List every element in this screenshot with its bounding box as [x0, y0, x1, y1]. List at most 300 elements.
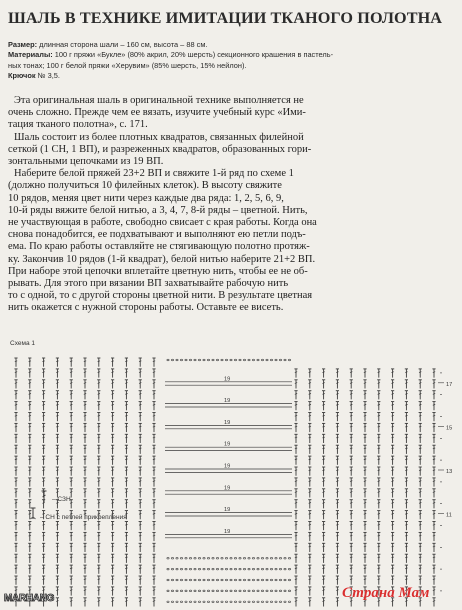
- double-crochet-symbol: [336, 380, 339, 389]
- double-crochet-symbol: [419, 576, 422, 585]
- double-crochet-symbol: [97, 456, 100, 465]
- double-crochet-symbol: [125, 565, 128, 574]
- double-crochet-symbol: [111, 434, 114, 443]
- chain-stitch-symbol: [248, 590, 250, 592]
- chain-stitch-symbol: [225, 590, 227, 592]
- double-crochet-symbol: [432, 511, 435, 520]
- chain-stitch-symbol: [185, 579, 187, 581]
- double-crochet-symbol: [322, 598, 325, 607]
- double-crochet-symbol: [322, 402, 325, 411]
- double-crochet-symbol: [125, 456, 128, 465]
- double-crochet-symbol: [70, 456, 73, 465]
- double-crochet-symbol: [28, 391, 31, 400]
- double-crochet-symbol: [294, 522, 297, 531]
- chain-stitch-symbol: [198, 601, 200, 603]
- double-crochet-symbol: [432, 532, 435, 541]
- chain-stitch-symbol: [212, 579, 214, 581]
- double-crochet-symbol: [97, 576, 100, 585]
- double-crochet-symbol: [405, 565, 408, 574]
- double-crochet-symbol: [336, 511, 339, 520]
- double-crochet-symbol: [42, 445, 45, 454]
- chain-stitch-symbol: [230, 557, 232, 559]
- double-crochet-symbol: [97, 598, 100, 607]
- double-crochet-symbol: [56, 543, 59, 552]
- chain-stitch-symbol: [270, 590, 272, 592]
- chain-stitch-symbol: [275, 601, 277, 603]
- double-crochet-symbol: [405, 543, 408, 552]
- double-crochet-symbol: [432, 543, 435, 552]
- double-crochet-symbol: [139, 478, 142, 487]
- chain-stitch-symbol: [266, 601, 268, 603]
- double-crochet-symbol: [70, 467, 73, 476]
- chain-stitch-symbol: [189, 359, 191, 361]
- double-crochet-symbol: [56, 391, 59, 400]
- double-crochet-symbol: [14, 467, 17, 476]
- chain-stitch-symbol: [230, 579, 232, 581]
- chain-stitch-symbol: [266, 557, 268, 559]
- chain-stitch-symbol: [252, 601, 254, 603]
- double-crochet-symbol: [14, 478, 17, 487]
- chain-stitch-symbol: [176, 590, 178, 592]
- double-crochet-symbol: [377, 500, 380, 509]
- double-crochet-symbol: [70, 565, 73, 574]
- double-crochet-symbol: [308, 467, 311, 476]
- double-crochet-symbol: [377, 478, 380, 487]
- double-crochet-symbol: [111, 456, 114, 465]
- chain-stitch-symbol: [275, 557, 277, 559]
- double-crochet-symbol: [83, 434, 86, 443]
- double-crochet-symbol: [70, 543, 73, 552]
- chain-stitch-symbol: [207, 557, 209, 559]
- double-crochet-symbol: [405, 380, 408, 389]
- double-crochet-symbol: [111, 598, 114, 607]
- chain-stitch-symbol: [239, 359, 241, 361]
- double-crochet-symbol: [405, 500, 408, 509]
- double-crochet-symbol: [336, 402, 339, 411]
- chain-stitch-symbol: [203, 557, 205, 559]
- row-number: [438, 513, 452, 519]
- chain-stitch-symbol: [270, 601, 272, 603]
- double-crochet-symbol: [350, 532, 353, 541]
- chain-stitch-symbol: [189, 568, 191, 570]
- hook-text: № 3,5.: [35, 71, 60, 81]
- chain-row: [165, 420, 292, 429]
- anchored-double-crochet-symbol-icon: [31, 508, 36, 519]
- double-crochet-symbol: [322, 511, 325, 520]
- double-crochet-symbol: [294, 467, 297, 476]
- double-crochet-symbol: [152, 467, 155, 476]
- double-crochet-symbol: [350, 543, 353, 552]
- double-crochet-symbol: [97, 423, 100, 432]
- materials-text-2: ных тонах; 100 г белой пряжи «Херувим» (85% шерсть, 15% нейлон).: [8, 60, 247, 70]
- double-crochet-symbol: [432, 456, 435, 465]
- chain-stitch-symbol: [189, 590, 191, 592]
- double-crochet-symbol: [111, 380, 114, 389]
- double-crochet-symbol: [14, 565, 17, 574]
- double-crochet-symbol: [56, 434, 59, 443]
- double-crochet-symbol: [42, 358, 45, 367]
- chain-count-label: 19: [224, 419, 231, 426]
- chain-row: [165, 529, 292, 538]
- double-crochet-symbol: [377, 434, 380, 443]
- double-crochet-symbol: [405, 576, 408, 585]
- double-crochet-symbol: [139, 532, 142, 541]
- double-crochet-symbol: [322, 587, 325, 596]
- double-crochet-symbol: [28, 522, 31, 531]
- double-crochet-symbol: [294, 576, 297, 585]
- chain-stitch-symbol: [207, 590, 209, 592]
- double-crochet-symbol: [391, 423, 394, 432]
- chain-stitch-symbol: [288, 601, 290, 603]
- double-crochet-symbol: [152, 543, 155, 552]
- double-crochet-symbol: [28, 380, 31, 389]
- double-crochet-symbol: [377, 402, 380, 411]
- double-crochet-symbol: [336, 391, 339, 400]
- double-crochet-symbol: [363, 391, 366, 400]
- double-crochet-symbol: [14, 532, 17, 541]
- double-crochet-symbol: [336, 445, 339, 454]
- double-crochet-symbol: [83, 467, 86, 476]
- double-crochet-symbol: [14, 434, 17, 443]
- chain-row: [165, 398, 292, 407]
- double-crochet-symbol: [97, 489, 100, 498]
- double-crochet-symbol: [83, 391, 86, 400]
- double-crochet-symbol: [97, 500, 100, 509]
- chain-stitch-symbol: [185, 590, 187, 592]
- chain-stitch-symbol: [216, 557, 218, 559]
- body-line: нить окажется с нужной стороны работы. Оставьте ее висеть.: [8, 302, 284, 314]
- double-crochet-symbol: [336, 467, 339, 476]
- chain-stitch-symbol: [270, 359, 272, 361]
- double-crochet-symbol: [405, 522, 408, 531]
- double-crochet-symbol: [111, 467, 114, 476]
- double-crochet-symbol: [350, 522, 353, 531]
- chain-stitch-symbol: [288, 579, 290, 581]
- chain-stitch-symbol: [225, 557, 227, 559]
- chain-count-label: 19: [224, 507, 231, 514]
- double-crochet-symbol: [350, 369, 353, 378]
- double-crochet-symbol: [294, 598, 297, 607]
- chain-stitch-symbol: [252, 568, 254, 570]
- chain-stitch-symbol: [270, 579, 272, 581]
- double-crochet-symbol: [377, 391, 380, 400]
- double-crochet-symbol: [152, 565, 155, 574]
- double-crochet-symbol: [308, 598, 311, 607]
- double-crochet-symbol: [419, 500, 422, 509]
- chain-stitch-symbol: [230, 359, 232, 361]
- double-crochet-symbol: [405, 467, 408, 476]
- double-crochet-symbol: [294, 500, 297, 509]
- double-crochet-symbol: [405, 445, 408, 454]
- double-crochet-symbol: [377, 413, 380, 422]
- chain-stitch-symbol: [279, 568, 281, 570]
- chain-stitch-symbol: [198, 359, 200, 361]
- chain-stitch-symbol: [257, 590, 259, 592]
- double-crochet-symbol: [391, 532, 394, 541]
- double-crochet-symbol: [125, 489, 128, 498]
- chain-stitch-symbol: [221, 579, 223, 581]
- chain-stitch-symbol: [270, 557, 272, 559]
- chain-stitch-symbol: [167, 590, 169, 592]
- double-crochet-symbol: [308, 543, 311, 552]
- body-line: ку. Закончив 10 рядов (1-й квадрат), белой нитью наберите 21+2 ВП.: [8, 253, 316, 265]
- double-crochet-symbol: [391, 500, 394, 509]
- double-crochet-symbol: [28, 532, 31, 541]
- chain-stitch-symbol: [216, 359, 218, 361]
- double-crochet-symbol: [56, 380, 59, 389]
- row-numbers: [438, 373, 452, 591]
- double-crochet-symbol: [139, 500, 142, 509]
- double-crochet-symbol: [14, 456, 17, 465]
- double-crochet-symbol: [139, 391, 142, 400]
- double-crochet-symbol: [322, 467, 325, 476]
- chain-stitch-symbol: [243, 568, 245, 570]
- double-crochet-symbol: [139, 565, 142, 574]
- double-crochet-symbol: [391, 413, 394, 422]
- chain-stitch-symbol: [225, 359, 227, 361]
- double-crochet-symbol: [308, 587, 311, 596]
- row-number-label: 13: [446, 469, 453, 475]
- double-crochet-symbol: [70, 478, 73, 487]
- materials-text-1: 100 г пряжи «Букле» (80% акрил, 20% шерсть) секционного крашения в пастель-: [52, 50, 334, 60]
- double-crochet-symbol: [152, 456, 155, 465]
- double-crochet-symbol: [14, 445, 17, 454]
- double-crochet-symbol: [405, 511, 408, 520]
- chain-stitch-symbol: [207, 601, 209, 603]
- double-crochet-symbol: [391, 511, 394, 520]
- row-number-label: 11: [446, 512, 452, 519]
- chain-stitch-symbol: [279, 601, 281, 603]
- chain-stitch-symbol: [180, 359, 182, 361]
- chain-count-label: 19: [224, 441, 231, 448]
- double-crochet-symbol: [294, 565, 297, 574]
- double-crochet-symbol: [28, 478, 31, 487]
- double-crochet-symbol: [419, 467, 422, 476]
- chain-stitch-symbol: [180, 579, 182, 581]
- double-crochet-symbol: [83, 358, 86, 367]
- double-crochet-symbol: [322, 478, 325, 487]
- double-crochet-symbol: [363, 532, 366, 541]
- double-crochet-symbol: [419, 456, 422, 465]
- double-crochet-symbol: [391, 445, 394, 454]
- chain-stitch-symbol: [275, 579, 277, 581]
- chain-stitch-symbol: [275, 590, 277, 592]
- double-crochet-symbol: [152, 587, 155, 596]
- double-crochet-symbol: [125, 554, 128, 563]
- body-line: снова понадобится, ее подхватывают и выполняют ею петли подъ-: [8, 229, 306, 241]
- double-crochet-symbol: [28, 543, 31, 552]
- double-crochet-symbol: [350, 576, 353, 585]
- chain-stitch-symbol: [180, 601, 182, 603]
- body-line: Эта оригинальная шаль в оригинальной технике выполняется не: [14, 95, 304, 106]
- double-crochet-symbol: [336, 522, 339, 531]
- double-crochet-symbol: [419, 380, 422, 389]
- chain-stitch-symbol: [212, 359, 214, 361]
- chain-stitch-symbol: [167, 579, 169, 581]
- double-crochet-symbol: [336, 369, 339, 378]
- body-line: зонтальными цепочками из 19 ВП.: [8, 156, 164, 168]
- body-line: рывать. Для этого при вязании ВП захватывайте рабочую нить: [8, 278, 289, 290]
- double-crochet-symbol: [42, 434, 45, 443]
- double-crochet-symbol: [139, 511, 142, 520]
- chain-stitch-symbol: [216, 579, 218, 581]
- double-crochet-symbol: [152, 598, 155, 607]
- chain-stitch-symbol: [257, 568, 259, 570]
- double-crochet-symbol: [363, 543, 366, 552]
- double-crochet-symbol: [308, 489, 311, 498]
- double-crochet-symbol: [125, 532, 128, 541]
- chain-stitch-symbol: [239, 557, 241, 559]
- double-crochet-symbol: [308, 380, 311, 389]
- chain-stitch-symbol: [266, 568, 268, 570]
- chain-stitch-symbol: [288, 557, 290, 559]
- double-crochet-symbol: [405, 413, 408, 422]
- double-crochet-symbol: [125, 587, 128, 596]
- double-crochet-symbol: [14, 402, 17, 411]
- double-crochet-symbol: [125, 402, 128, 411]
- double-crochet-symbol: [111, 522, 114, 531]
- double-crochet-symbol: [294, 532, 297, 541]
- chain-stitch-symbol: [257, 579, 259, 581]
- double-crochet-symbol: [111, 554, 114, 563]
- double-crochet-symbol: [14, 413, 17, 422]
- double-crochet-symbol: [308, 369, 311, 378]
- double-crochet-symbol: [152, 369, 155, 378]
- double-crochet-symbol: [70, 522, 73, 531]
- chain-stitch-symbol: [257, 601, 259, 603]
- double-crochet-symbol: [70, 423, 73, 432]
- row-number-label: 15: [446, 425, 453, 432]
- chain-stitch-symbol: [176, 557, 178, 559]
- double-crochet-symbol: [405, 532, 408, 541]
- double-crochet-symbol: [83, 423, 86, 432]
- chain-stitch-symbol: [266, 359, 268, 361]
- double-crochet-symbol: [350, 423, 353, 432]
- double-crochet-symbol: [363, 522, 366, 531]
- double-crochet-symbol: [125, 522, 128, 531]
- double-crochet-symbol: [125, 478, 128, 487]
- chain-stitch-symbol: [261, 601, 263, 603]
- double-crochet-symbol: [391, 576, 394, 585]
- chain-stitch-symbol: [171, 568, 173, 570]
- double-crochet-symbol: [56, 587, 59, 596]
- scheme-label: Схема 1: [10, 340, 35, 347]
- double-crochet-symbol: [83, 576, 86, 585]
- double-crochet-symbol: [322, 391, 325, 400]
- double-crochet-symbol: [377, 369, 380, 378]
- double-crochet-symbol: [14, 391, 17, 400]
- chain-stitch-symbol: [216, 601, 218, 603]
- double-crochet-symbol: [97, 554, 100, 563]
- double-crochet-symbol: [391, 489, 394, 498]
- double-crochet-symbol: [28, 554, 31, 563]
- chain-stitch-symbol: [243, 557, 245, 559]
- double-crochet-symbol: [56, 456, 59, 465]
- double-crochet-symbol: [350, 380, 353, 389]
- double-crochet-symbol: [14, 511, 17, 520]
- double-crochet-symbol: [419, 489, 422, 498]
- double-crochet-symbol: [83, 500, 86, 509]
- double-crochet-symbol: [152, 522, 155, 531]
- double-crochet-symbol: [308, 554, 311, 563]
- double-crochet-symbol: [308, 456, 311, 465]
- double-crochet-symbol: [336, 423, 339, 432]
- double-crochet-symbol: [97, 358, 100, 367]
- stitch-symbols: [14, 358, 435, 607]
- double-crochet-symbol: [294, 554, 297, 563]
- double-crochet-symbol: [70, 445, 73, 454]
- double-crochet-symbol: [391, 522, 394, 531]
- chain-stitch-symbol: [176, 601, 178, 603]
- double-crochet-symbol: [419, 565, 422, 574]
- double-crochet-symbol: [42, 532, 45, 541]
- double-crochet-symbol: [350, 402, 353, 411]
- double-crochet-symbol: [152, 402, 155, 411]
- double-crochet-symbol: [28, 467, 31, 476]
- chain-stitch-symbol: [171, 359, 173, 361]
- chain-stitch-symbol: [252, 579, 254, 581]
- chain-row: [165, 485, 292, 494]
- materials-block: [8, 40, 448, 82]
- double-crochet-symbol: [377, 522, 380, 531]
- double-crochet-symbol: [419, 413, 422, 422]
- double-crochet-symbol: [56, 532, 59, 541]
- double-crochet-symbol: [28, 576, 31, 585]
- double-crochet-symbol: [97, 445, 100, 454]
- chain-stitch-symbol: [221, 590, 223, 592]
- double-crochet-symbol: [350, 478, 353, 487]
- chain-stitch-symbol: [198, 590, 200, 592]
- chain-stitch-symbol: [234, 557, 236, 559]
- double-crochet-symbol: [139, 522, 142, 531]
- double-crochet-symbol: [111, 489, 114, 498]
- chain-stitch-symbol: [252, 590, 254, 592]
- double-crochet-symbol: [308, 413, 311, 422]
- double-crochet-symbol: [56, 369, 59, 378]
- chain-stitch-symbol: [176, 579, 178, 581]
- chain-stitch-symbol: [279, 590, 281, 592]
- chain-stitch-symbol: [194, 359, 196, 361]
- double-crochet-symbol: [111, 532, 114, 541]
- double-crochet-symbol: [322, 456, 325, 465]
- double-crochet-symbol: [139, 543, 142, 552]
- double-crochet-symbol: [405, 369, 408, 378]
- chain-stitch-symbol: [221, 359, 223, 361]
- double-crochet-symbol: [391, 434, 394, 443]
- double-crochet-symbol: [391, 478, 394, 487]
- chain-stitch-symbol: [203, 359, 205, 361]
- double-crochet-symbol: [111, 500, 114, 509]
- double-crochet-symbol: [322, 489, 325, 498]
- double-crochet-symbol: [405, 423, 408, 432]
- body-line: ема. По краю работы оставляйте не стягивающую полотно протяж-: [8, 241, 310, 253]
- double-crochet-symbol: [111, 402, 114, 411]
- double-crochet-symbol: [28, 423, 31, 432]
- double-crochet-symbol: [350, 434, 353, 443]
- chain-stitch-symbol: [279, 557, 281, 559]
- double-crochet-symbol: [405, 434, 408, 443]
- chain-stitch-symbol: [257, 359, 259, 361]
- double-crochet-symbol: [294, 543, 297, 552]
- double-crochet-symbol: [28, 500, 31, 509]
- chain-stitch-symbol: [234, 601, 236, 603]
- double-crochet-symbol: [83, 522, 86, 531]
- double-crochet-symbol: [377, 565, 380, 574]
- double-crochet-symbol: [42, 413, 45, 422]
- double-crochet-symbol: [363, 402, 366, 411]
- double-crochet-symbol: [14, 369, 17, 378]
- double-crochet-symbol: [294, 434, 297, 443]
